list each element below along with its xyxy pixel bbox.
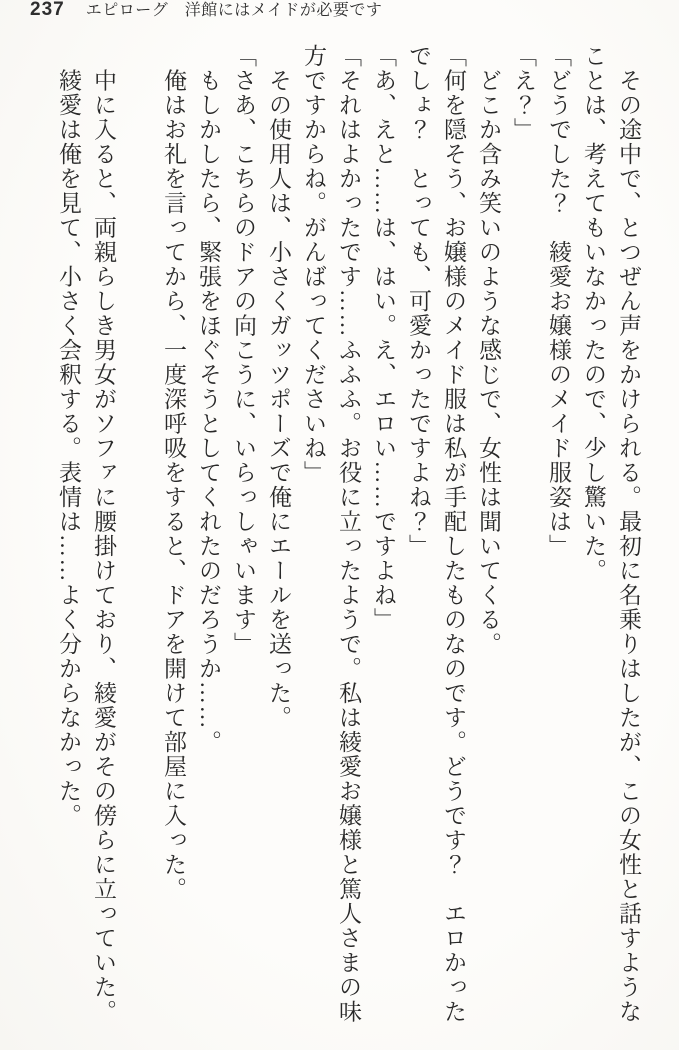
text-column: 綾愛は俺を見て、小さく会釈する。表情は……よく分からなかった。 — [56, 44, 81, 828]
running-header — [30, 0, 382, 21]
page-number: 237 — [30, 0, 65, 20]
text-column: もしかしたら、緊張をほぐそうとしてくれたのだろうか……。 — [196, 44, 221, 755]
text-column: 「え？」 — [511, 44, 536, 142]
text-column: でしょ？ とっても、可愛かったですよね？」 — [406, 44, 431, 559]
text-column: 「何を隠そう、お嬢様のメイド服は私が手配したものなのです。どうです？ エロかった — [441, 44, 466, 1024]
text-column: 俺はお礼を言ってから、一度深呼吸をすると、ドアを開けて部屋に入った。 — [161, 44, 186, 902]
text-column: 「どうでした？ 綾愛お嬢様のメイド服姿は」 — [546, 44, 571, 559]
text-column: 「さあ、こちらのドアの向こうに、いらっしゃいます」 — [231, 44, 256, 657]
chapter-title: エピローグ 洋館にはメイドが必要です — [85, 2, 383, 19]
text-column: 「あ、えと……は、はい。え、エロい……ですよね」 — [371, 44, 396, 632]
text-column: 中に入ると、両親らしき男女がソファに腰掛けており、綾愛がその傍らに立っていた。 — [91, 44, 116, 1024]
text-column: その使用人は、小さくガッツポーズで俺にエールを送った。 — [266, 44, 291, 730]
text-column: 方ですからね。がんばってくださいね」 — [301, 44, 326, 485]
text-column: どこか含み笑いのような感じで、女性は聞いてくる。 — [476, 44, 501, 657]
text-column: 「それはよかったです……ふふふ。お役に立ったようで。私は綾愛お嬢様と篤人さまの味 — [336, 44, 361, 1024]
text-column: その途中で、とつぜん声をかけられる。最初に名乗りはしたが、この女性と話すような — [616, 44, 641, 1024]
text-column: ことは、考えてもいなかったので、少し驚いた。 — [581, 44, 606, 583]
text-column-blank — [121, 44, 156, 1026]
vertical-text-block — [51, 44, 646, 1026]
